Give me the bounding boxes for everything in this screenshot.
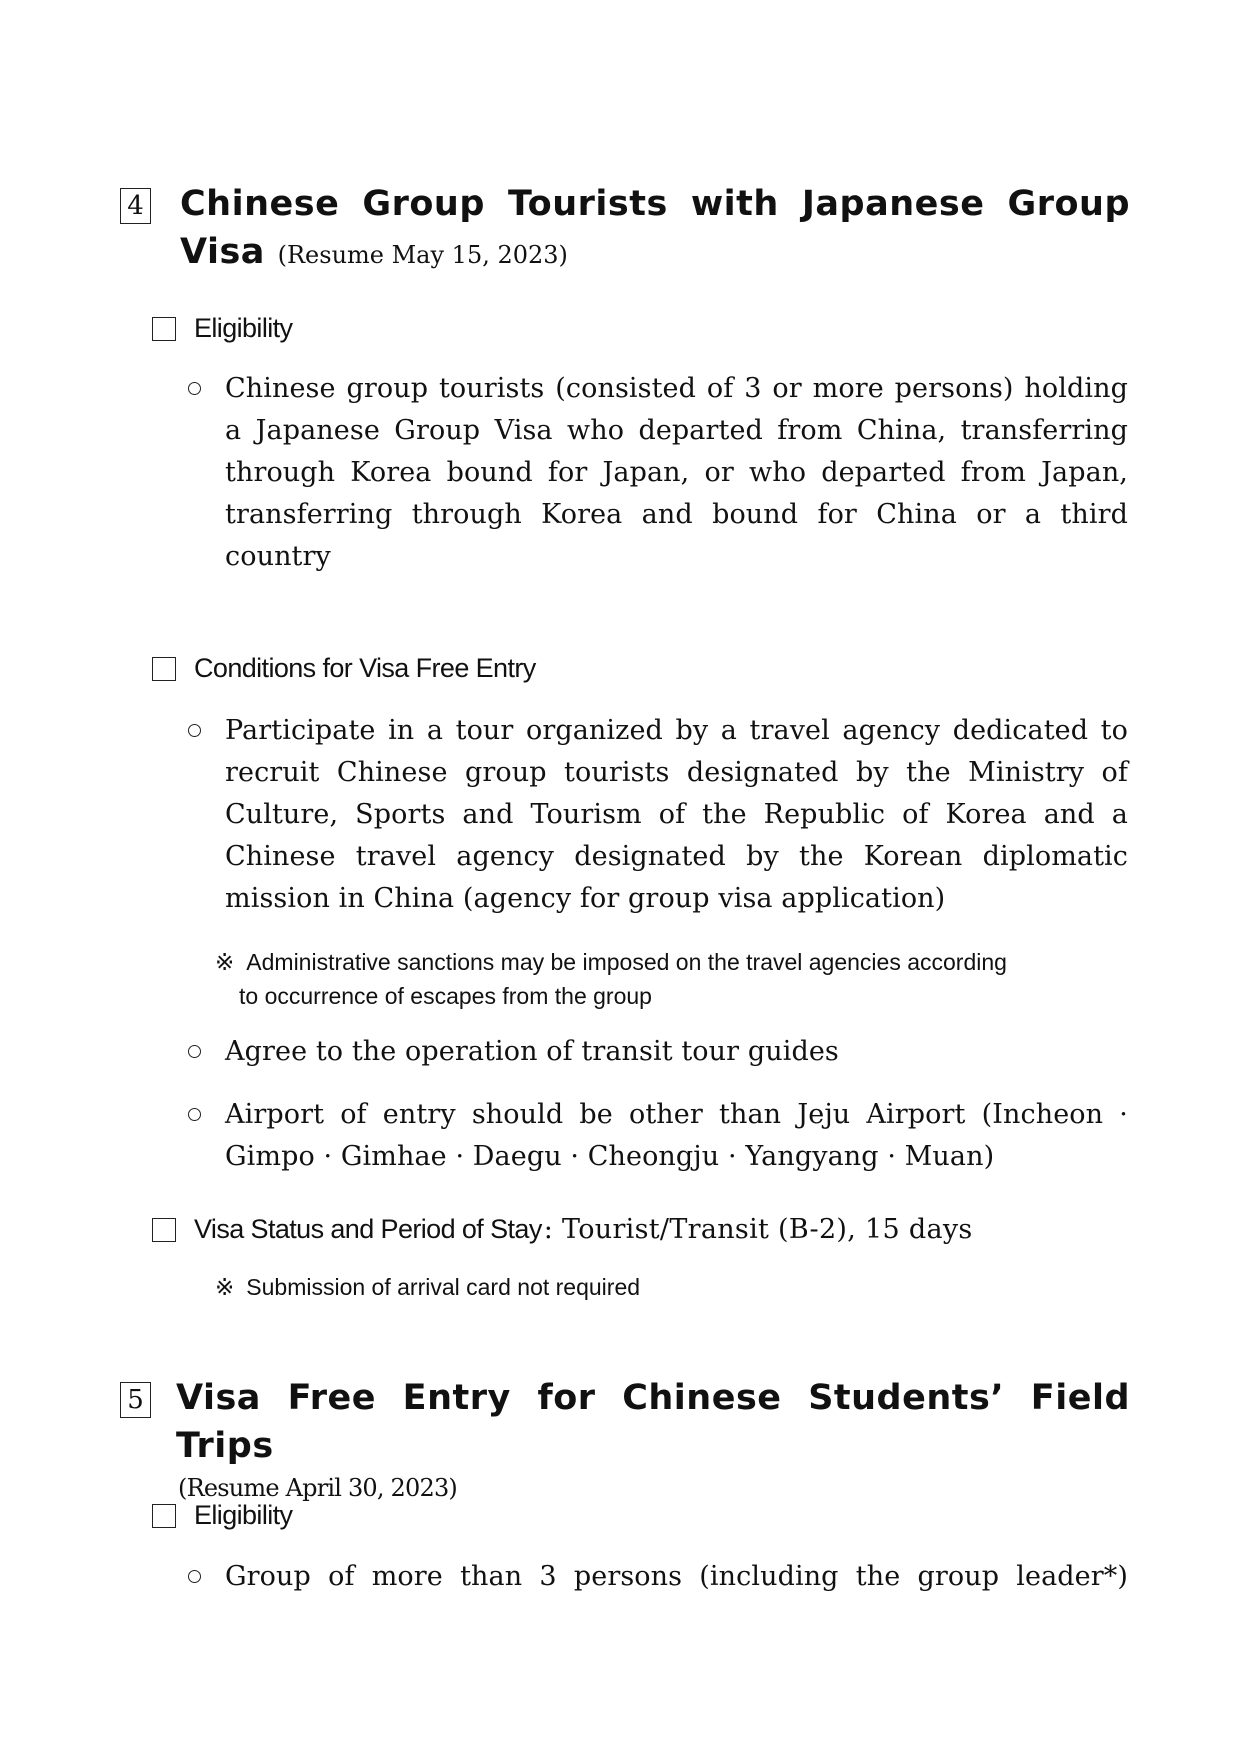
note-text: Submission of arrival card not required [246,1274,641,1300]
note [215,1270,1127,1304]
resume-date: (Resume April 30, 2023) [178,1474,457,1502]
section-title [176,1374,1130,1470]
section-title [180,180,1130,279]
section-title-text: Visa Free Entry for Chinese Students’ Field Trips [176,1378,1130,1466]
section-number: 4 [120,188,151,224]
subheading-visa-status [152,1214,973,1245]
reference-mark: ※ [215,949,235,975]
checkbox-square-icon [152,657,176,681]
checkbox-square-icon [152,317,176,341]
list-item-text: Group of more than 3 persons (including the group leader*) [225,1561,1128,1592]
subheading-label: Visa Status and Period of Stay [194,1214,542,1244]
resume-date: (Resume May 15, 2023) [277,241,568,269]
list-item-text: Chinese group tourists (consisted of 3 or more persons) holding a Japanese Group Visa who departed from China, transferring through Korea bound for Japan, or who departed from Japan, transferring through Korea and bound for China or a third country [225,373,1128,572]
subheading-conditions [152,653,536,684]
list-item [188,710,1128,920]
list-item-text: Agree to the operation of transit tour guides [225,1036,839,1067]
section-5-heading [120,1374,1130,1502]
note-text: Administrative sanctions may be imposed on the travel agencies according [246,949,1007,975]
list-item [188,1094,1128,1178]
list-item-text: Participate in a tour organized by a travel agency dedicated to recruit Chinese group tourists designated by the Ministry of Culture, Sports and Tourism of the Republic of Korea and a Chinese travel agency designated by the Korean diplomatic mission in China (agency for group visa application) [225,715,1128,914]
circle-bullet-icon [188,1570,201,1583]
section-title-text: Chinese Group Tourists with Japanese Group Visa [180,184,1130,272]
list-item [188,368,1128,578]
note [215,945,1127,1013]
circle-bullet-icon [188,382,201,395]
checkbox-square-icon [152,1218,176,1242]
list-item-text: Airport of entry should be other than Jeju Airport (Incheon · Gimpo · Gimhae · Daegu · Cheongju · Yangyang · Muan) [225,1099,1128,1172]
subheading-label: Eligibility [194,313,293,343]
circle-bullet-icon [188,1108,201,1121]
list-item [188,1556,1128,1598]
circle-bullet-icon [188,724,201,737]
reference-mark: ※ [215,1274,235,1300]
subheading-label: Conditions for Visa Free Entry [194,653,536,683]
section-number: 5 [120,1382,151,1418]
checkbox-square-icon [152,1504,176,1528]
subheading-eligibility [152,1500,292,1531]
subheading-label: Eligibility [194,1500,293,1530]
visa-status-value: : Tourist/Transit (B-2), 15 days [543,1214,973,1245]
note-text: to occurrence of escapes from the group [239,983,652,1009]
list-item [188,1031,1128,1073]
section-4-heading [120,180,1130,279]
subheading-eligibility [152,313,292,344]
circle-bullet-icon [188,1045,201,1058]
